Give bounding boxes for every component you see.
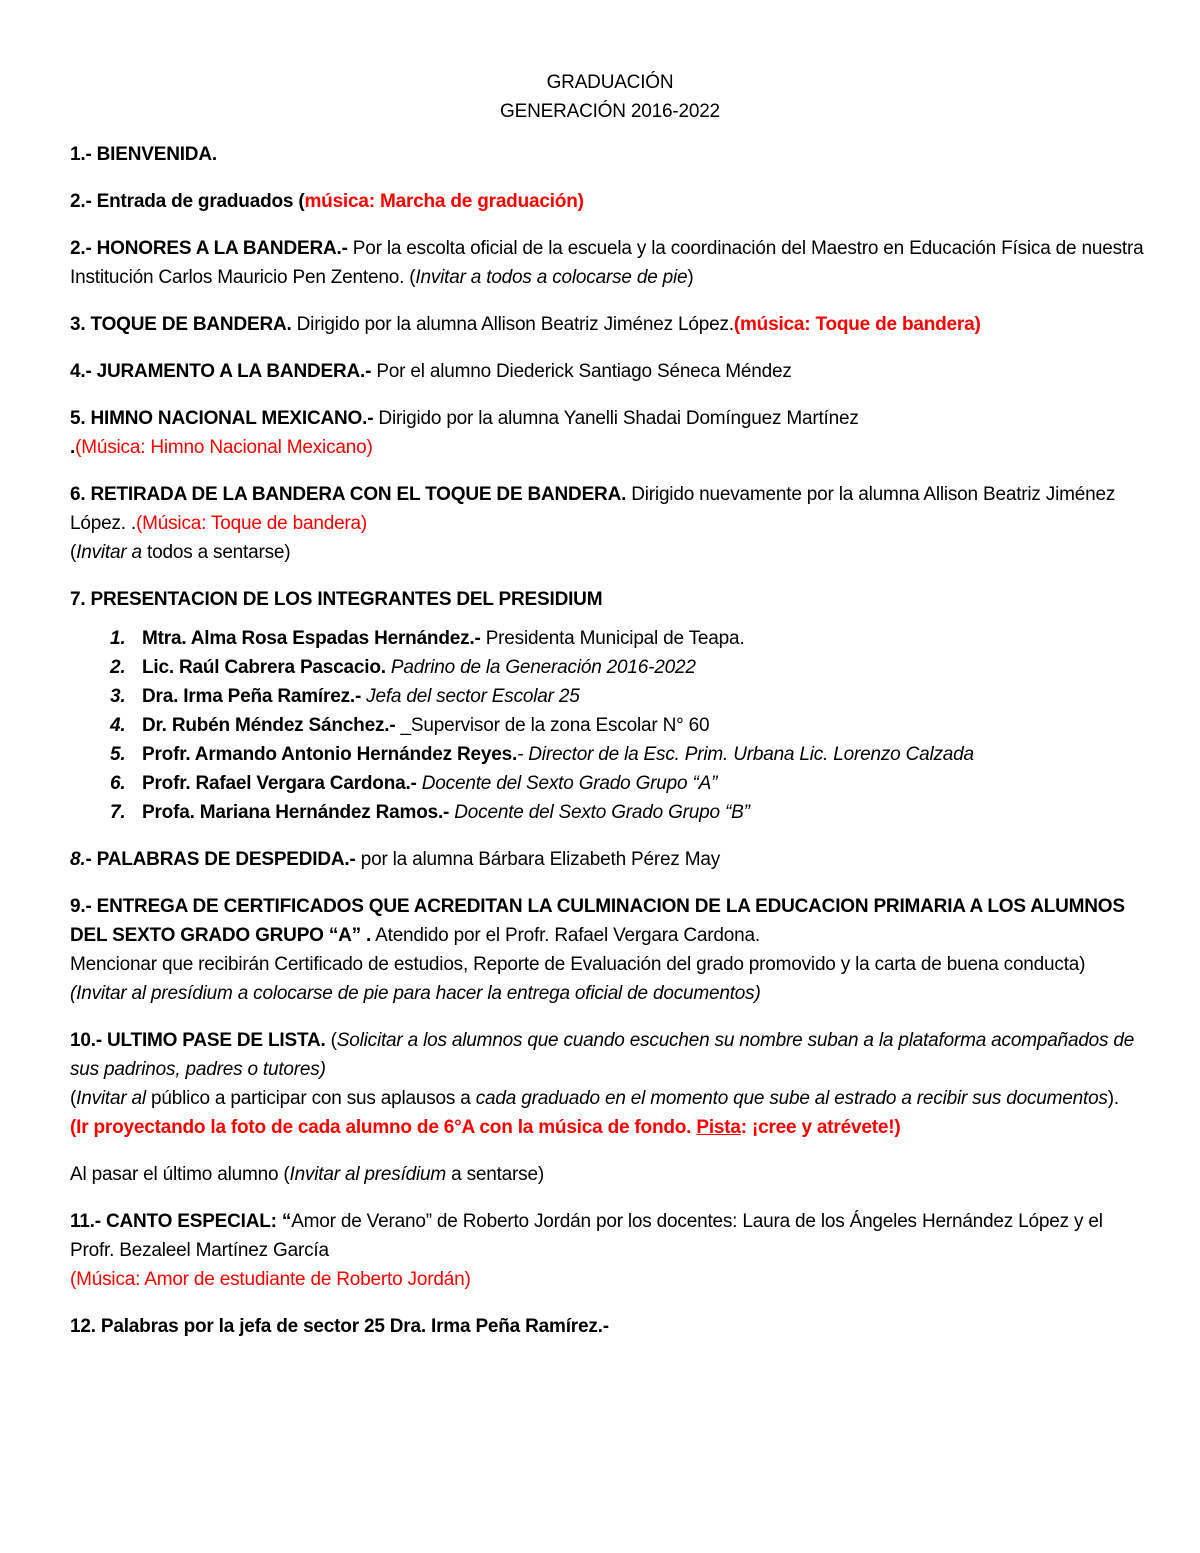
item-5-music-prefix: . [70, 437, 76, 458]
item-10-note2-c: cada graduado en el momento que sube al estrado a recibir sus documentos [475, 1088, 1108, 1109]
item-5-text: Dirigido por la alumna Yanelli Shadai Domínguez Martínez [373, 408, 859, 429]
item-1 [70, 140, 1150, 169]
presidium-member [70, 624, 1150, 653]
item-2b-end: ) [687, 267, 694, 288]
item-10-note2-b: público a participar con sus aplausos a [145, 1088, 476, 1109]
item-11-heading: 11.- CANTO ESPECIAL: “ [70, 1211, 292, 1232]
presidium-member [70, 682, 1150, 711]
item-10-note1: Solicitar a los alumnos que cuando escuchen su nombre suban a la plataforma acompañados de sus padrinos, padres o tutores) [70, 1030, 1135, 1080]
item-6-note-line [70, 538, 1150, 567]
presidium-number: 6. [110, 773, 126, 794]
item-9-text: Atendido por el Profr. Rafael Vergara Cardona. [371, 925, 760, 946]
item-4 [70, 357, 1150, 386]
item-10-heading: 10.- ULTIMO PASE DE LISTA. [70, 1030, 326, 1051]
item-10-red-b: : ¡cree y atrévete!) [740, 1117, 901, 1138]
item-11 [70, 1207, 1150, 1294]
presidium-number: 2. [110, 657, 126, 678]
presidium-name: Profr. Armando Antonio Hernández Reyes. [142, 744, 518, 765]
item-10-note2-a: Invitar al [76, 1088, 146, 1109]
item-10-note2-line [70, 1084, 1150, 1113]
item-6-note-rest: todos a sentarse) [141, 542, 291, 563]
item-10 [70, 1026, 1150, 1142]
item-2b-note: Invitar a todos a colocarse de pie [415, 267, 688, 288]
presidium-name: Profa. Mariana Hernández Ramos.- [142, 802, 450, 823]
item-3-music: (música: Toque de bandera) [733, 314, 981, 335]
presidium-name: Mtra. Alma Rosa Espadas Hernández.- [142, 628, 481, 649]
item-9-note: (Invitar al presídium a colocarse de pie para hacer la entrega oficial de documentos) [70, 983, 761, 1004]
item-6-text: Dirigido nuevamente por la alumna Allison Beatriz Jiménez López. . [70, 484, 1116, 534]
presidium-number: 5. [110, 744, 126, 765]
presidium-name: Lic. Raúl Cabrera Pascacio. [142, 657, 386, 678]
presidium-name: Dra. Irma Peña Ramírez.- [142, 686, 362, 707]
item-10-note2-end: ). [1107, 1088, 1119, 1109]
item-2a [70, 187, 1150, 216]
item-4-text: Por el alumno Diederick Santiago Séneca Méndez [371, 361, 792, 382]
presidium-role: Presidenta Municipal de Teapa. [480, 628, 745, 649]
item-3 [70, 310, 1150, 339]
item-9-line2: Mencionar que recibirán Certificado de estudios, Reporte de Evaluación del grado promovido y la carta de buena conducta) [70, 954, 1086, 975]
item-7 [70, 585, 1150, 614]
presidium-number: 1. [110, 628, 126, 649]
item-4-heading: 4.- JURAMENTO A LA BANDERA.- [70, 361, 372, 382]
item-11-song: Amor de Verano” [291, 1211, 432, 1232]
item-9-heading: 9.- ENTREGA DE CERTIFICADOS QUE ACREDITAN LA CULMINACION DE LA EDUCACION PRIMARIA A LOS ALUMNOS DEL SEXTO GRADO GRUPO “A” . [70, 896, 1125, 946]
item-2a-text: Entrada de graduados ( [96, 191, 305, 212]
presidium-role: _Supervisor de la zona Escolar N° 60 [395, 715, 710, 736]
item-3-heading: 3. TOQUE DE BANDERA. [70, 314, 292, 335]
presidium-role: Jefa del sector Escolar 25 [361, 686, 580, 707]
item-10-open: ( [325, 1030, 337, 1051]
item-2a-heading: 2.- [70, 191, 97, 212]
item-6-music: (Música: Toque de bandera) [136, 513, 368, 534]
item-6 [70, 480, 1150, 567]
item-2b [70, 234, 1150, 292]
item-8-text: por la alumna Bárbara Elizabeth Pérez May [355, 849, 721, 870]
item-8-heading: - PALABRAS DE DESPEDIDA.- [85, 849, 356, 870]
item-12 [70, 1312, 1150, 1341]
presidium-number: 4. [110, 715, 126, 736]
item-6-note: Invitar a [76, 542, 142, 563]
item-10-red-a: (Ir proyectando la foto de cada alumno de 6°A con la música de fondo. [70, 1117, 697, 1138]
item-5 [70, 404, 1150, 462]
item-11-music: (Música: Amor de estudiante de Roberto Jordán) [70, 1269, 471, 1290]
presidium-number: 3. [110, 686, 126, 707]
item-2b-text: Por la escolta oficial de la escuela y la coordinación del Maestro en Educación Física de nuestra Institución Carlos Mauricio Pen Zenteno. ( [70, 238, 1144, 288]
presidium-member [70, 769, 1150, 798]
item-10b [70, 1160, 1150, 1189]
item-9 [70, 892, 1150, 1008]
item-5-music: (Música: Himno Nacional Mexicano) [75, 437, 373, 458]
item-3-text: Dirigido por la alumna Allison Beatriz Jiménez López. [291, 314, 734, 335]
item-10-pista: Pista [696, 1117, 741, 1138]
presidium-name: Dr. Rubén Méndez Sánchez.- [142, 715, 396, 736]
program-document [70, 68, 1150, 1359]
item-6-note-open: ( [70, 542, 77, 563]
item-2b-heading: 2.- HONORES A LA BANDERA.- [70, 238, 348, 259]
item-10b-note: Invitar al presídium [289, 1164, 447, 1185]
item-12-heading: 12. Palabras por la jefa de sector 25 Dra. Irma Peña Ramírez.- [70, 1316, 609, 1337]
item-10b-text-b: a sentarse) [446, 1164, 544, 1185]
item-10-note2-open: ( [70, 1088, 77, 1109]
presidium-name: Profr. Rafael Vergara Cardona.- [142, 773, 417, 794]
item-10b-text-a: Al pasar el último alumno ( [70, 1164, 290, 1185]
item-11-text: de Roberto Jordán por los docentes: Laura de los Ángeles Hernández López y el Profr. Bezaleel Martínez García [70, 1211, 1103, 1261]
item-2a-music: música: Marcha de graduación) [304, 191, 584, 212]
presidium-role: - Director de la Esc. Prim. Urbana Lic. Lorenzo Calzada [517, 744, 974, 765]
presidium-member [70, 711, 1150, 740]
presidium-member [70, 740, 1150, 769]
presidium-role: Docente del Sexto Grado Grupo “B” [449, 802, 750, 823]
item-1-heading: 1.- BIENVENIDA. [70, 144, 217, 165]
item-8-number: 8. [70, 849, 86, 870]
presidium-role: Padrino de la Generación 2016-2022 [385, 657, 696, 678]
presidium-role: Docente del Sexto Grado Grupo “A” [416, 773, 718, 794]
presidium-member [70, 798, 1150, 827]
document-subtitle: GENERACIÓN 2016-2022 [500, 101, 720, 122]
presidium-member [70, 653, 1150, 682]
item-8 [70, 845, 1150, 874]
presidium-number: 7. [110, 802, 126, 823]
document-title: GRADUACIÓN [546, 72, 674, 93]
item-5-heading: 5. HIMNO NACIONAL MEXICANO.- [70, 408, 374, 429]
item-5-music-line [70, 433, 1150, 462]
item-6-heading: 6. RETIRADA DE LA BANDERA CON EL TOQUE DE BANDERA. [70, 484, 627, 505]
item-10-music-line [70, 1113, 1150, 1142]
item-7-heading: 7. PRESENTACION DE LOS INTEGRANTES DEL PRESIDIUM [70, 589, 603, 610]
presidium-list [70, 624, 1150, 827]
